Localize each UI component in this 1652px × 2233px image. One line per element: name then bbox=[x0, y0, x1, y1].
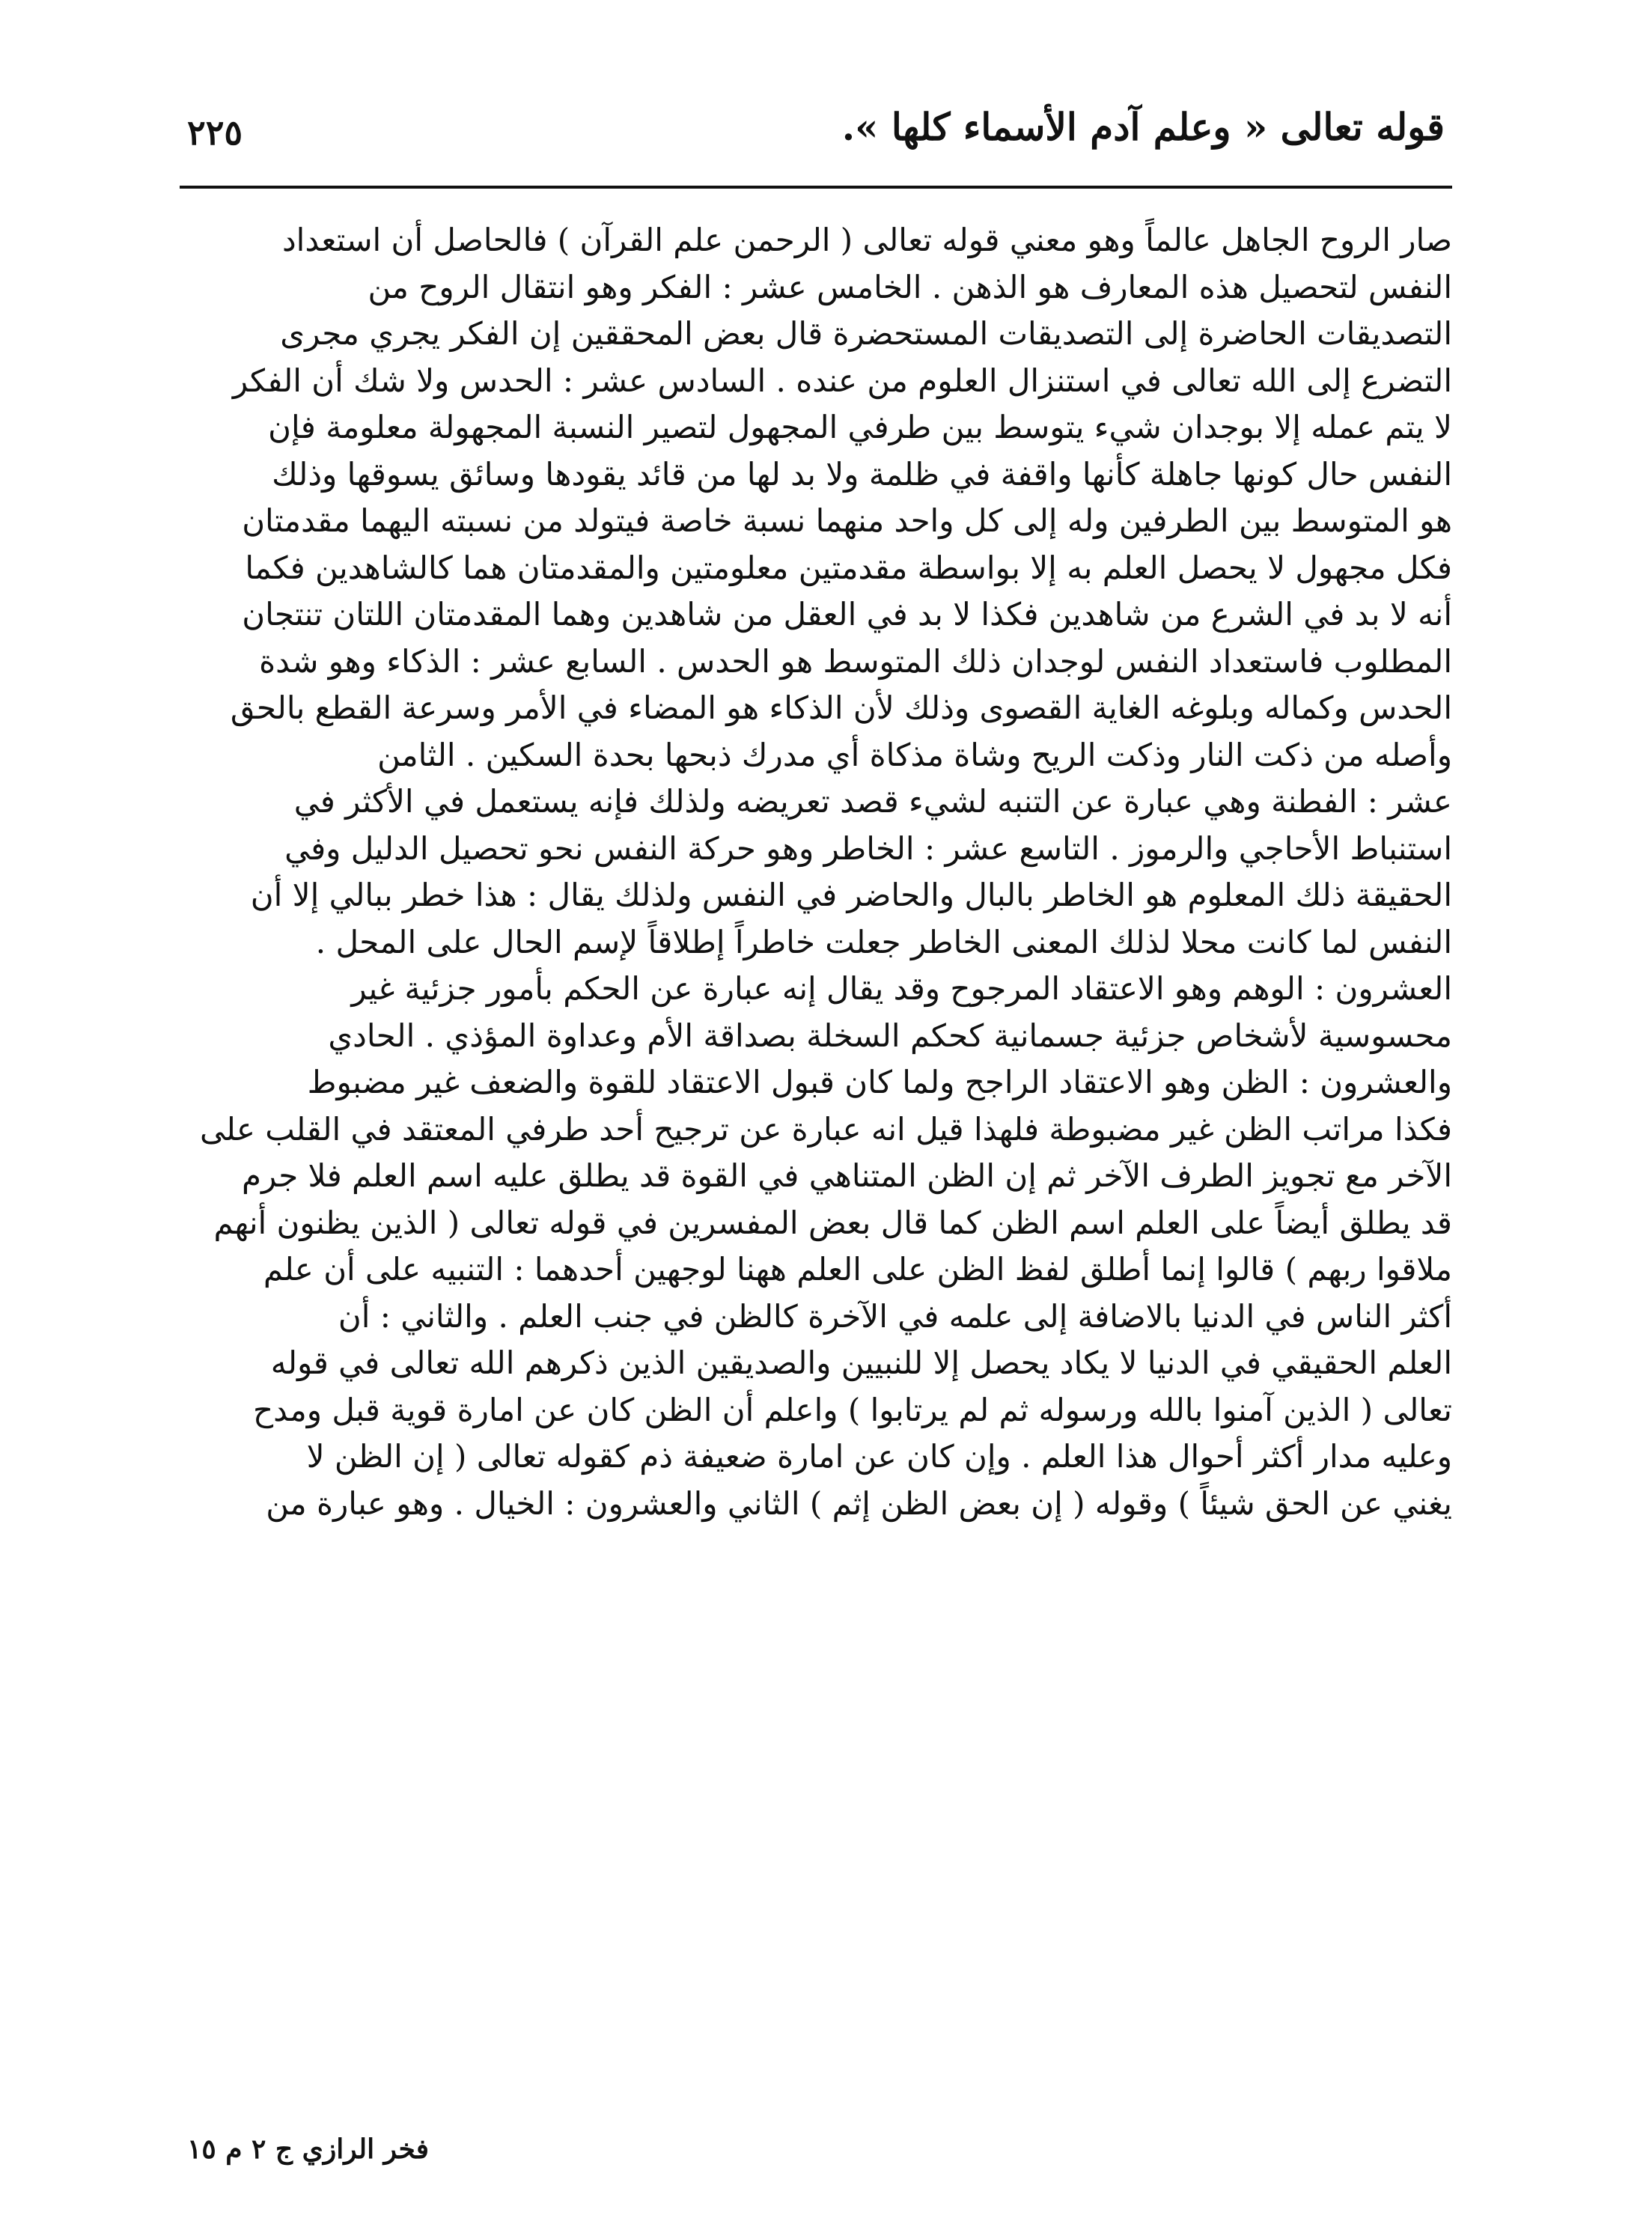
text-line: العشرون : الوهم وهو الاعتقاد المرجوح وقد يقال إنه عبارة عن الحكم بأمور جزئية غير bbox=[351, 970, 1452, 1007]
page-number: ٢٢٥ bbox=[187, 112, 243, 153]
text-line: التصديقات الحاضرة إلى التصديقات المستحضرة قال بعض المحققين إن الفكر يجري مجرى bbox=[280, 315, 1452, 352]
text-line: أكثر الناس في الدنيا بالاضافة إلى علمه في الآخرة كالظن في جنب العلم . والثاني : أن bbox=[338, 1297, 1452, 1335]
text-line: صار الروح الجاهل عالماً وهو معني قوله تعالى ( الرحمن علم القرآن ) فالحاصل أن استعداد bbox=[281, 222, 1452, 258]
text-line: يغني عن الحق شيئاً ) وقوله ( إن بعض الظن إثم ) الثاني والعشرون : الخيال . وهو عبارة من bbox=[266, 1484, 1452, 1522]
text-line: المطلوب فاستعداد النفس لوجدان ذلك المتوسط هو الحدس . السابع عشر : الذكاء وهو شدة bbox=[259, 642, 1452, 680]
text-line: وعليه مدار أكثر أحوال هذا العلم . وإن كان عن امارة ضعيفة ذم كقوله تعالى ( إن الظن لا bbox=[306, 1438, 1452, 1475]
text-line: الآخر مع تجويز الطرف الآخر ثم إن الظن المتناهي في القوة قد يطلق عليه اسم العلم فلا جرم bbox=[242, 1157, 1452, 1194]
running-title: قوله تعالى « وعلم آدم الأسماء كلها ». bbox=[841, 105, 1445, 149]
text-line: النفس لتحصيل هذه المعارف هو الذهن . الخامس عشر : الفكر وهو انتقال الروح من bbox=[368, 268, 1452, 305]
text-line: فكل مجهول لا يحصل العلم به إلا بواسطة مقدمتين معلومتين والمقدمتان هما كالشاهدين فكما bbox=[245, 549, 1452, 586]
text-line: لا يتم عمله إلا بوجدان شيء يتوسط بين طرفي المجهول لتصير النسبة المجهولة معلومة فإن bbox=[268, 409, 1452, 445]
text-line: والعشرون : الظن وهو الاعتقاد الراجح ولما كان قبول الاعتقاد للقوة والضعف غير مضبوط bbox=[307, 1064, 1452, 1100]
text-line: عشر : الفطنة وهي عبارة عن التنبه لشيء قصد تعريضه ولذلك فإنه يستعمل في الأكثر في bbox=[293, 783, 1452, 820]
text-line: النفس لما كانت محلا لذلك المعنى الخاطر جعلت خاطراً إطلاقاً لإسم الحال على المحل . bbox=[315, 923, 1452, 960]
text-line: الحدس وكماله وبلوغه الغاية القصوى وذلك لأن الذكاء هو المضاء في الأمر وسرعة القطع بالحق bbox=[230, 689, 1452, 726]
text-line: محسوسية لأشخاص جزئية جسمانية كحكم السخلة بصداقة الأم وعداوة المؤذي . الحادي bbox=[328, 1017, 1452, 1054]
text-line: ملاقوا ربهم ) قالوا إنما أطلق لفظ الظن على العلم ههنا لوجهين أحدهما : التنبيه على أن علم bbox=[263, 1251, 1452, 1288]
text-line: العلم الحقيقي في الدنيا لا يكاد يحصل إلا للنبيين والصديقين الذين ذكرهم الله تعالى في قوله bbox=[270, 1344, 1452, 1381]
text-line: وأصله من ذكت النار وذكت الريح وشاة مذكاة أي مدرك ذبحها بحدة السكين . الثامن bbox=[377, 736, 1452, 773]
header-rule bbox=[180, 186, 1452, 189]
text-line: الحقيقة ذلك المعلوم هو الخاطر بالبال والحاضر في النفس ولذلك يقال : هذا خطر ببالي إلا أن bbox=[250, 877, 1452, 913]
text-line: أنه لا بد في الشرع من شاهدين فكذا لا بد في العقل من شاهدين وهما المقدمتان اللتان تنتجان bbox=[242, 596, 1452, 633]
text-line: تعالى ( الذين آمنوا بالله ورسوله ثم لم يرتابوا ) واعلم أن الظن كان عن امارة قوية قبل ومدح bbox=[253, 1391, 1452, 1428]
body-text bbox=[180, 217, 1452, 1527]
text-line: النفس حال كونها جاهلة كأنها واقفة في ظلمة ولا بد لها من قائد يقودها وسائق يسوقها وذلك bbox=[272, 455, 1452, 493]
signature-mark: فخر الرازي ج ٢ م ١٥ bbox=[187, 2133, 429, 2165]
text-line: التضرع إلى الله تعالى في استنزال العلوم من عنده . السادس عشر : الحدس ولا شك أن الفكر bbox=[232, 362, 1452, 399]
page-header bbox=[187, 105, 1445, 165]
text-line: استنباط الأحاجي والرموز . التاسع عشر : الخاطر وهو حركة النفس نحو تحصيل الدليل وفي bbox=[284, 829, 1452, 867]
text-line: هو المتوسط بين الطرفين وله إلى كل واحد منهما نسبة خاصة فيتولد من نسبته اليهما مقدمتان bbox=[242, 502, 1452, 539]
text-line: قد يطلق أيضاً على العلم اسم الظن كما قال بعض المفسرين في قوله تعالى ( الذين يظنون أنهم bbox=[213, 1204, 1452, 1241]
text-line: فكذا مراتب الظن غير مضبوطة فلهذا قيل انه عبارة عن ترجيح أحد طرفي المعتقد في القلب على bbox=[199, 1110, 1452, 1148]
